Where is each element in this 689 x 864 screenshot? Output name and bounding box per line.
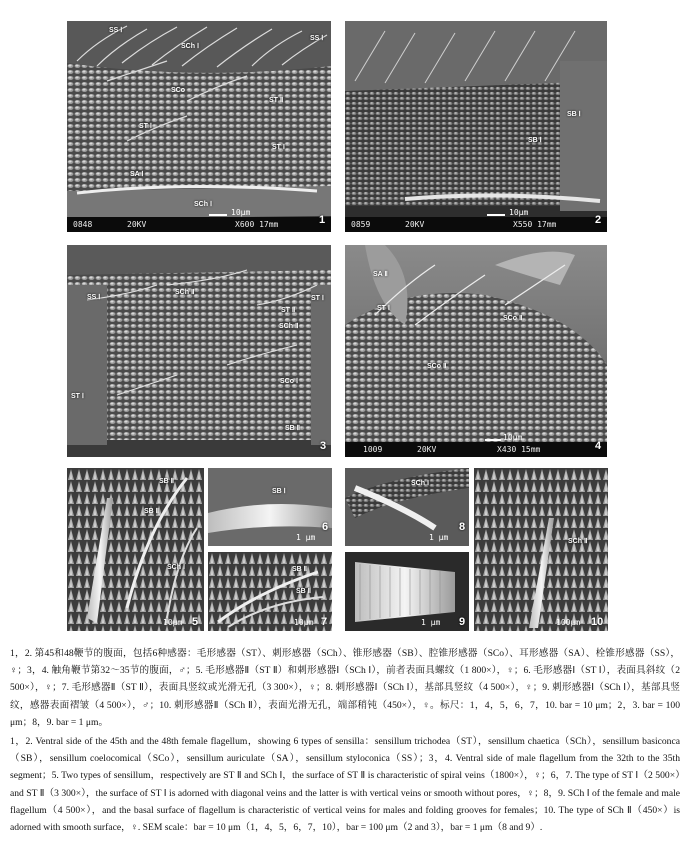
- caption-english: 1，2. Ventral side of the 45th and the 48th female flagellum，showing 6 types of sensilla：sensillum trichodea（ST），sensillum chaetica（SCh），sensillum basiconca（SB），sensillum coelocomical（SCo），sensillum auriculate（SA），sensillum styloconica（SS）；3，4. Ventral side of male flagellum from the 32th to the 35th segment；5. Two types of sensillum，respectively are ST Ⅱ and SCh Ⅰ，the surface of ST Ⅱ is characteristic of spiral veins（1800×），♀；6，7. The type of ST Ⅰ（2 500×）and ST Ⅱ（3 300×），the surface of ST Ⅰ is adorned with diagonal veins and the latter is with vertical veins or smooth without pores，♀；8，9. SCh Ⅰ of the female and male flagellum（4 500×），and the basal surface of flagellum is characteristic of vertical veins for males and folding grooves for females；10. The type of SCh Ⅱ（450×）is adorned with smooth surface，♀. SEM scale：bar = 10 μm（1，4，5，6，7，10），bar = 100 μm（2 and 3），bar = 1 μm（8 and 9）.: [10, 736, 680, 834]
- sensillum-label: SCh Ⅰ: [194, 201, 213, 208]
- panel-number: 7: [321, 616, 328, 628]
- sensillum-label: SCo Ⅱ: [427, 363, 447, 370]
- panel-number: 9: [459, 616, 466, 628]
- sensillum-label: SS Ⅰ: [87, 294, 101, 301]
- sensillum-label: SA Ⅱ: [373, 271, 388, 278]
- scale-bar-label: 1 μm: [429, 533, 449, 542]
- panel-number: 1: [319, 214, 326, 226]
- sensillum-label: ST Ⅰ: [139, 123, 152, 130]
- panel-number: 4: [595, 440, 602, 452]
- scale-bar: [209, 214, 227, 216]
- sensillum-label: SB Ⅱ: [144, 508, 160, 515]
- scale-bar-label: 1 μm: [421, 618, 441, 627]
- sensillum-label: SCo: [171, 87, 185, 94]
- sensillum-label: SCh Ⅰ: [167, 564, 186, 571]
- panel-number: 10: [591, 616, 604, 628]
- sensillum-label: SS Ⅰ: [109, 27, 123, 34]
- sensillum-label: ST Ⅱ: [281, 307, 296, 314]
- sensillum-label: SCh Ⅱ: [279, 323, 299, 330]
- panel-number: 3: [320, 440, 327, 452]
- sensillum-label: SB Ⅱ: [285, 425, 301, 432]
- scale-bar: [487, 214, 505, 216]
- panel-number: 6: [322, 521, 329, 533]
- scale-bar-label: 10μm: [163, 618, 183, 627]
- sensillum-label: SS Ⅰ: [310, 35, 324, 42]
- sensillum-label: SCh Ⅱ: [568, 538, 588, 545]
- sensillum-label: ST Ⅰ: [71, 393, 84, 400]
- scale-bar-label: 100μm: [556, 618, 581, 627]
- sensillum-label: SCo Ⅱ: [503, 315, 523, 322]
- sensillum-label: SB Ⅰ: [528, 137, 542, 144]
- sensillum-label: SCo Ⅰ: [280, 378, 299, 385]
- panel-number: 5: [192, 616, 199, 628]
- sem-panel-7: [208, 552, 332, 631]
- sensillum-label: SCh Ⅱ: [175, 289, 195, 296]
- scale-bar-label: 10μm: [294, 618, 314, 627]
- sensillum-label: ST Ⅰ: [377, 305, 390, 312]
- sem-panel-10: [474, 468, 608, 631]
- panel-number: 2: [595, 214, 602, 226]
- sem-panel-2: [345, 21, 607, 232]
- sensillum-label: SB Ⅰ: [567, 111, 581, 118]
- sensillum-label: SCh Ⅰ: [181, 43, 200, 50]
- scale-bar-label: 10μm: [509, 208, 529, 217]
- sem-info-strip: 1009 20KV X430 15mm: [345, 442, 607, 457]
- panel-number: 8: [459, 521, 466, 533]
- figure-caption: [10, 645, 680, 836]
- sensillum-label: SCh Ⅰ: [411, 480, 430, 487]
- sem-panel-5: [67, 468, 204, 631]
- sensillum-label: ST Ⅰ: [311, 295, 324, 302]
- sem-panel-9: [345, 552, 469, 631]
- sem-info-strip: 0859 20KV X550 17mm: [345, 217, 607, 232]
- sensillum-label: ST Ⅱ: [269, 97, 284, 104]
- caption-chinese: 1，2. 第45和48鞭节的腹面，包括6种感器：毛形感器（ST）、刺形感器（SCh）、锥形感器（SB）、腔锥形感器（SCo）、耳形感器（SA）、栓锥形感器（SS），♀；3，4. 触角鞭节第32～35节的腹面，♂；5. 毛形感器Ⅱ（ST Ⅱ）和刺形感器Ⅰ（SCh Ⅰ），前者表面具螺纹（1 800×），♀；6. 毛形感器Ⅰ（ST Ⅰ），表面具斜纹（2 500×），♀；7. 毛形感器Ⅱ（ST Ⅱ），表面具竖纹或光滑无孔（3 300×），♀；8. 刺形感器Ⅰ（SCh Ⅰ），基部具竖纹（4 500×），♀；9. 刺形感器Ⅰ（SCh Ⅰ），基部具竖纹，感器表面褶皱（4 500×），♂；10. 刺形感器Ⅱ（SCh Ⅱ），表面光滑无孔，端部稍钝（450×），♀。标尺：1，4，5，6，7，10. bar = 10 μm；2，3. bar = 100 μm；8，9. bar = 1 μm。: [10, 648, 680, 728]
- sensillum-label: ST Ⅰ: [272, 144, 285, 151]
- sensillum-label: SA Ⅰ: [130, 171, 144, 178]
- sem-panel-8: [345, 468, 469, 546]
- sem-panel-6: [208, 468, 332, 546]
- sensillum-label: SB Ⅰ: [272, 488, 286, 495]
- scale-bar: [485, 439, 501, 441]
- scale-bar-label: 10μm: [503, 433, 523, 442]
- sensillum-label: SB Ⅱ: [159, 478, 175, 485]
- sem-panel-1: [67, 21, 331, 232]
- sensillum-label: SB Ⅱ: [292, 566, 308, 573]
- sem-info-strip: 0848 20KV X600 17mm: [67, 217, 331, 232]
- scale-bar-label: 1 μm: [296, 533, 316, 542]
- sensillum-label: SB Ⅱ: [296, 588, 312, 595]
- sem-panel-4: [345, 245, 607, 457]
- sem-panel-3: [67, 245, 331, 457]
- scale-bar-label: 10μm: [231, 208, 251, 217]
